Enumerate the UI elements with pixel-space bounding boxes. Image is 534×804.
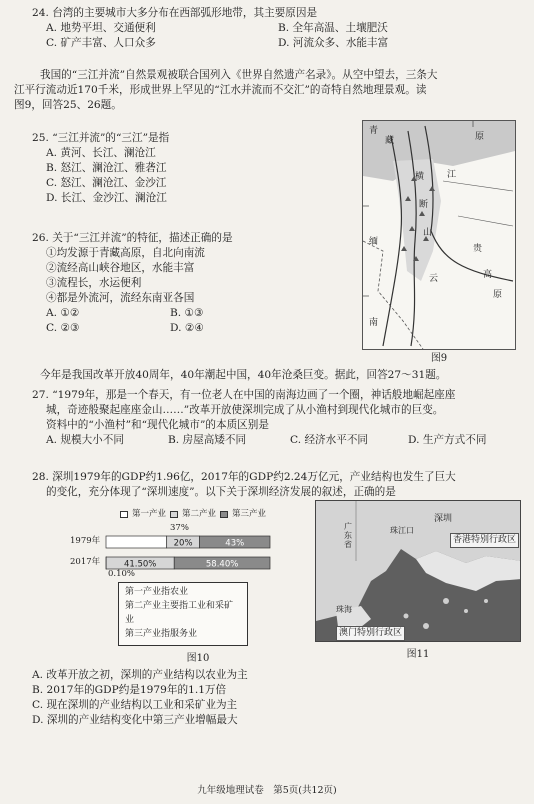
province-border — [458, 216, 513, 226]
province-border — [443, 181, 513, 191]
option-b[interactable]: B. 2017年的GDP约是1979年的1.1万倍 — [32, 684, 227, 697]
option-b[interactable]: B. 全年高温、土壤肥沃 — [278, 22, 388, 35]
bar-data-label: 20% — [173, 538, 193, 549]
question-26-options-row2 — [32, 321, 352, 336]
option-b[interactable]: B. 房屋高矮不同 — [168, 434, 247, 447]
question-26-stem: 26. 关于“三江并流”的特征，描述正确的是 — [32, 232, 233, 244]
question-27 — [32, 388, 522, 448]
question-25 — [32, 131, 352, 206]
question-24-options-row2 — [32, 36, 522, 51]
map-label: 深圳 — [434, 514, 453, 524]
figure-9-map — [362, 120, 516, 350]
bar-chart-svg — [70, 508, 290, 588]
map-label: 横 — [415, 172, 425, 182]
option-d[interactable]: D. 长江、金沙江、澜沧江 — [46, 192, 167, 205]
option-a[interactable]: A. 规模大小不同 — [46, 434, 124, 447]
statement-4: ④都是外流河，流经东南亚各国 — [46, 292, 195, 305]
map-label: 山 — [423, 228, 433, 238]
option-a[interactable]: A. ①② — [46, 307, 80, 320]
statement-2: ②流经高山峡谷地区，水能丰富 — [46, 262, 195, 275]
note-line: 第一产业指农业 — [125, 587, 189, 597]
option-d[interactable]: D. 深圳的产业结构变化中第三产业增幅最大 — [32, 714, 238, 727]
question-28-options — [32, 668, 522, 728]
intro-line: 今年是我国改革开放40周年，40年潮起中国，40年沧桑巨变。据此，回答27～31题。 — [40, 369, 447, 381]
bar-data-label: 43% — [225, 538, 245, 549]
map-label: 贵 — [473, 244, 483, 254]
option-c[interactable]: C. ②③ — [46, 322, 80, 335]
option-a[interactable]: A. 地势平坦、交通便利 — [46, 22, 156, 35]
qinghai-tibet-plateau-area — [363, 121, 515, 181]
figure-11-caption: 图11 — [406, 649, 430, 660]
intro-25-26 — [14, 68, 522, 113]
map-label: 广东省 — [344, 522, 352, 549]
legend-label: 第三产业 — [232, 509, 267, 519]
map-label: 原 — [493, 290, 503, 300]
figure-11-map — [315, 500, 521, 642]
option-c[interactable]: C. 矿产丰富、人口众多 — [46, 37, 156, 50]
map-label: 珠海 — [336, 605, 352, 614]
intro-line: 图9，回答25、26题。 — [14, 99, 122, 112]
map-label: 高 — [483, 270, 493, 280]
option-b[interactable]: B. 怒江、澜沧江、雅砻江 — [46, 162, 167, 175]
option-a[interactable]: A. 黄河、长江、澜沧江 — [46, 147, 156, 160]
map-label: 珠江口 — [390, 526, 414, 535]
map-label: 原 — [475, 132, 485, 142]
figure-10-caption: 图10 — [186, 653, 210, 664]
statement-3: ③流程长，水运便利 — [46, 277, 142, 290]
map-label: 江 — [447, 170, 457, 180]
question-27-stem: 城，奇迹般聚起座座金山……”改革开放使深圳完成了从小渔村到现代化城市的巨变。 — [46, 404, 444, 417]
legend-label: 第二产业 — [182, 509, 217, 519]
statement-1: ①均发源于青藏高原，自北向南流 — [46, 247, 205, 260]
option-d[interactable]: D. 河流众多、水能丰富 — [278, 37, 389, 50]
category-label: 1979年 — [70, 536, 101, 546]
bar-bottom-label: 0.10% — [108, 569, 136, 579]
intro-line: 我国的“三江并流”自然景观被联合国列入《世界自然遗产名录》。从空中望去，三条大 — [40, 69, 438, 81]
option-b[interactable]: B. ①③ — [170, 307, 204, 320]
option-c[interactable]: C. 经济水平不同 — [290, 434, 369, 447]
bar-top-label: 37% — [170, 523, 189, 533]
option-d[interactable]: D. 生产方式不同 — [408, 434, 487, 447]
option-d[interactable]: D. ②④ — [170, 322, 204, 335]
note-line: 第三产业指服务业 — [125, 628, 198, 639]
category-label: 2017年 — [70, 557, 101, 567]
option-c[interactable]: C. 怒江、澜沧江、金沙江 — [46, 177, 167, 190]
map-label: 香港特别行政区 — [450, 533, 519, 548]
question-27-options — [32, 433, 522, 448]
question-24 — [32, 6, 522, 51]
question-28-stem: 的变化，充分体现了“深圳速度”。以下关于深圳经济发展的叙述，正确的是 — [46, 486, 396, 499]
question-26-options-row1 — [32, 306, 352, 321]
bar-segment — [106, 536, 167, 548]
industry-definition-box — [118, 582, 248, 646]
question-28 — [32, 470, 522, 500]
page-footer: 九年级地理试卷 第5页(共12页) — [197, 785, 337, 796]
intro-line: 江平行流动近170千米，形成世界上罕见的“江水并流而不交汇”的奇特自然地理景观。读 — [14, 84, 427, 97]
question-24-options-row1 — [32, 21, 522, 36]
map-label: 藏 — [385, 136, 395, 146]
map-label: 澳门特别行政区 — [336, 626, 405, 641]
question-25-stem: 25. “三江并流”的“三江”是指 — [32, 132, 170, 144]
intro-27-31 — [14, 368, 522, 383]
three-rivers-map — [363, 121, 515, 349]
map-label: 缅 — [369, 237, 379, 247]
question-26 — [32, 231, 352, 336]
map-label: 南 — [369, 318, 379, 328]
question-28-stem: 28. 深圳1979年的GDP约1.96亿，2017年的GDP约2.24万亿元，产业结构也发生了巨大 — [32, 471, 456, 483]
bar-data-label: 41.50% — [123, 559, 157, 570]
map-label: 断 — [419, 200, 429, 210]
note-line: 第二产业主要指工业和采矿业 — [125, 600, 234, 625]
map-label: 青 — [369, 126, 379, 136]
figure-9-caption: 图9 — [430, 353, 448, 364]
map-label: 云 — [429, 274, 439, 284]
bar-data-label: 58.40% — [205, 559, 239, 570]
option-c[interactable]: C. 现在深圳的产业结构以工业和采矿业为主 — [32, 699, 238, 712]
question-27-stem: 27. “1979年，那是一个春天，有一位老人在中国的南海边画了一个圈，神话般地崛起座座 — [32, 389, 456, 401]
question-24-stem: 24. 台湾的主要城市大多分布在西部弧形地带，其主要原因是 — [32, 7, 318, 19]
legend-label: 第一产业 — [132, 509, 167, 519]
option-a[interactable]: A. 改革开放之初，深圳的产业结构以农业为主 — [32, 669, 248, 681]
question-27-stem: 资料中的“小渔村”和“现代化城市”的本质区别是 — [46, 419, 269, 432]
